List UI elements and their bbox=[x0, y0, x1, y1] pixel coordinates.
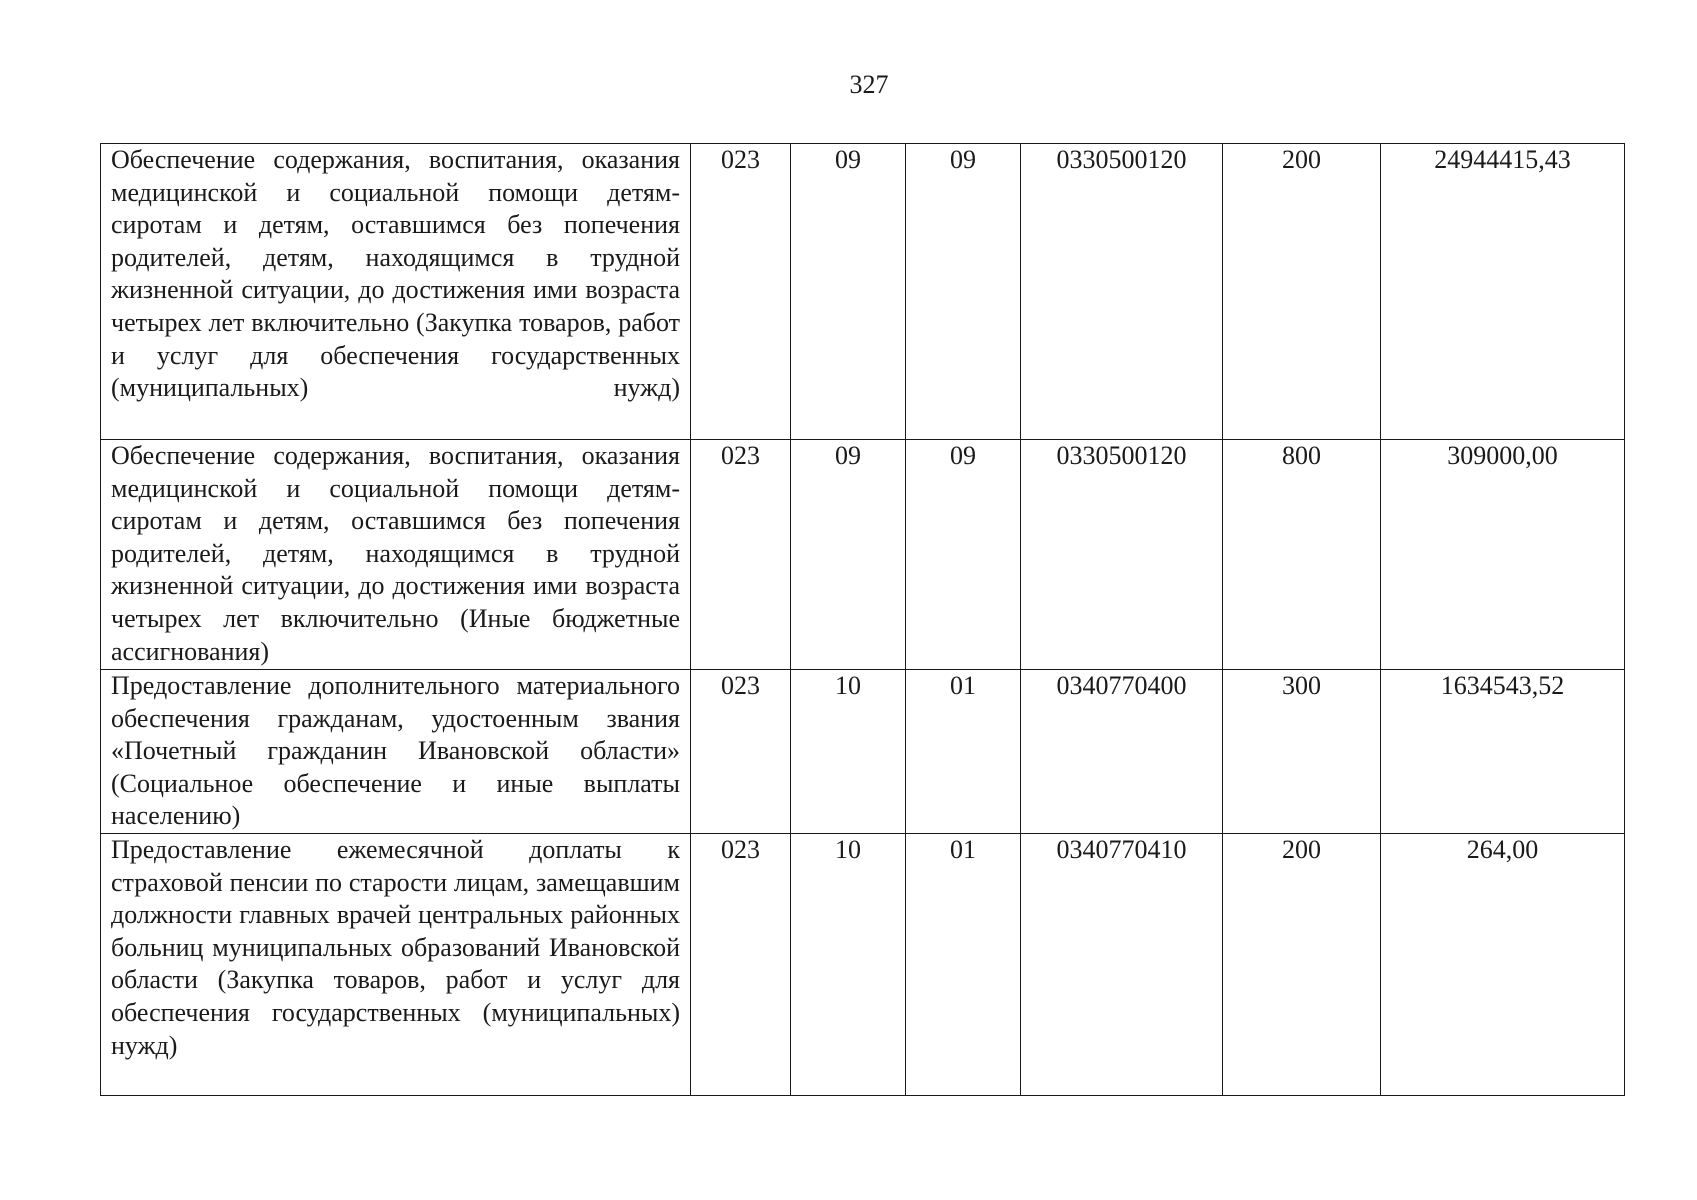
amount-value: 264,00 bbox=[1381, 834, 1625, 1096]
ministry-code: 023 bbox=[691, 144, 791, 440]
ministry-code: 023 bbox=[691, 670, 791, 834]
section-code: 10 bbox=[791, 834, 906, 1096]
subsection-code: 01 bbox=[906, 670, 1021, 834]
section-code: 09 bbox=[791, 144, 906, 440]
table-row bbox=[101, 440, 1625, 670]
expense-type-code: 800 bbox=[1223, 440, 1381, 670]
budget-table bbox=[100, 143, 1625, 1096]
target-article-code: 0340770400 bbox=[1021, 670, 1223, 834]
amount-value: 309000,00 bbox=[1381, 440, 1625, 670]
row-description: Предоставление дополнительного материального обеспечения гражданам, удостоенным звания «Почетный гражданин Ивановской области» (Социальное обеспечение и иные выплаты населению) bbox=[101, 670, 691, 834]
expense-type-code: 200 bbox=[1223, 144, 1381, 440]
row-description: Обеспечение содержания, воспитания, оказания медицинской и социальной помощи детям-сиротам и детям, оставшимся без попечения родителей, детям, находящимся в трудной жизненной ситуации, до достижения ими возраста четырех лет включительно (Закупка товаров, работ и услуг для обеспечения государственных (муниципальных) нужд) bbox=[101, 144, 691, 440]
row-description: Предоставление ежемесячной доплаты к страховой пенсии по старости лицам, замещавшим должности главных врачей центральных районных больниц муниципальных образований Ивановской области (Закупка товаров, работ и услуг для обеспечения государственных (муниципальных) нужд) bbox=[101, 834, 691, 1096]
expense-type-code: 300 bbox=[1223, 670, 1381, 834]
amount-value: 24944415,43 bbox=[1381, 144, 1625, 440]
page-number: 327 bbox=[849, 70, 889, 99]
subsection-code: 01 bbox=[906, 834, 1021, 1096]
row-description: Обеспечение содержания, воспитания, оказания медицинской и социальной помощи детям-сиротам и детям, оставшимся без попечения родителей, детям, находящимся в трудной жизненной ситуации, до достижения ими возраста четырех лет включительно (Иные бюджетные ассигнования) bbox=[101, 440, 691, 670]
section-code: 09 bbox=[791, 440, 906, 670]
target-article-code: 0330500120 bbox=[1021, 144, 1223, 440]
expense-type-code: 200 bbox=[1223, 834, 1381, 1096]
subsection-code: 09 bbox=[906, 144, 1021, 440]
target-article-code: 0330500120 bbox=[1021, 440, 1223, 670]
section-code: 10 bbox=[791, 670, 906, 834]
ministry-code: 023 bbox=[691, 440, 791, 670]
amount-value: 1634543,52 bbox=[1381, 670, 1625, 834]
table-row bbox=[101, 834, 1625, 1096]
target-article-code: 0340770410 bbox=[1021, 834, 1223, 1096]
table-row bbox=[101, 144, 1625, 440]
table-row bbox=[101, 670, 1625, 834]
ministry-code: 023 bbox=[691, 834, 791, 1096]
subsection-code: 09 bbox=[906, 440, 1021, 670]
